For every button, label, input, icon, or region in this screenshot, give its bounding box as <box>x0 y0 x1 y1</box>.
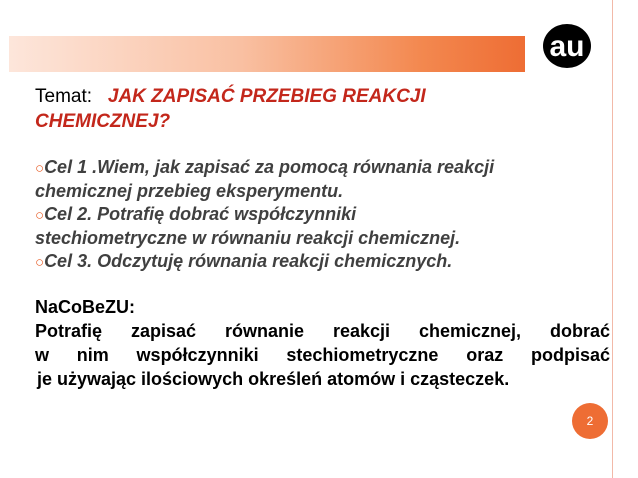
goal-item-3 <box>35 250 610 274</box>
logo-text: au <box>549 30 585 63</box>
right-divider-line <box>612 0 613 478</box>
bullet-icon: ○ <box>35 254 45 271</box>
nacobezu-section <box>35 295 610 391</box>
goal-text: Cel 2. Potrafię dobrać współczynniki <box>44 204 357 224</box>
header-banner <box>9 36 525 72</box>
nacobezu-line: je używając ilościowych określeń atomów i cząsteczek. <box>37 369 510 389</box>
topic-title-line1: JAK ZAPISAĆ PRZEBIEG REAKCJI <box>107 86 426 107</box>
nacobezu-line: Potrafię zapisać równanie reakcji chemicznej, dobrać <box>35 321 610 341</box>
bullet-icon: ○ <box>35 207 45 224</box>
goal-text: stechiometryczne w równaniu reakcji chemicznej. <box>35 228 461 248</box>
bullet-icon: ○ <box>35 160 45 177</box>
nacobezu-line: w nim współczynniki stechiometryczne oraz podpisać <box>35 345 610 365</box>
goal-text: Cel 3. Odczytuję równania reakcji chemicznych. <box>44 251 453 271</box>
au-logo <box>541 22 593 70</box>
nacobezu-heading: NaCoBeZU: <box>35 297 136 317</box>
goal-text: Cel 1 .Wiem, jak zapisać za pomocą równania reakcji <box>44 157 495 177</box>
topic-label: Temat: <box>35 86 93 107</box>
page-number-badge: 2 <box>572 403 608 439</box>
goal-text: chemicznej przebieg eksperymentu. <box>35 181 344 201</box>
slide-content <box>35 84 610 391</box>
topic-title-line2: CHEMICZNEJ? <box>35 111 171 132</box>
goals-list <box>35 156 610 274</box>
topic <box>35 84 610 134</box>
goal-item-1 <box>35 156 610 203</box>
goal-item-2 <box>35 203 610 250</box>
